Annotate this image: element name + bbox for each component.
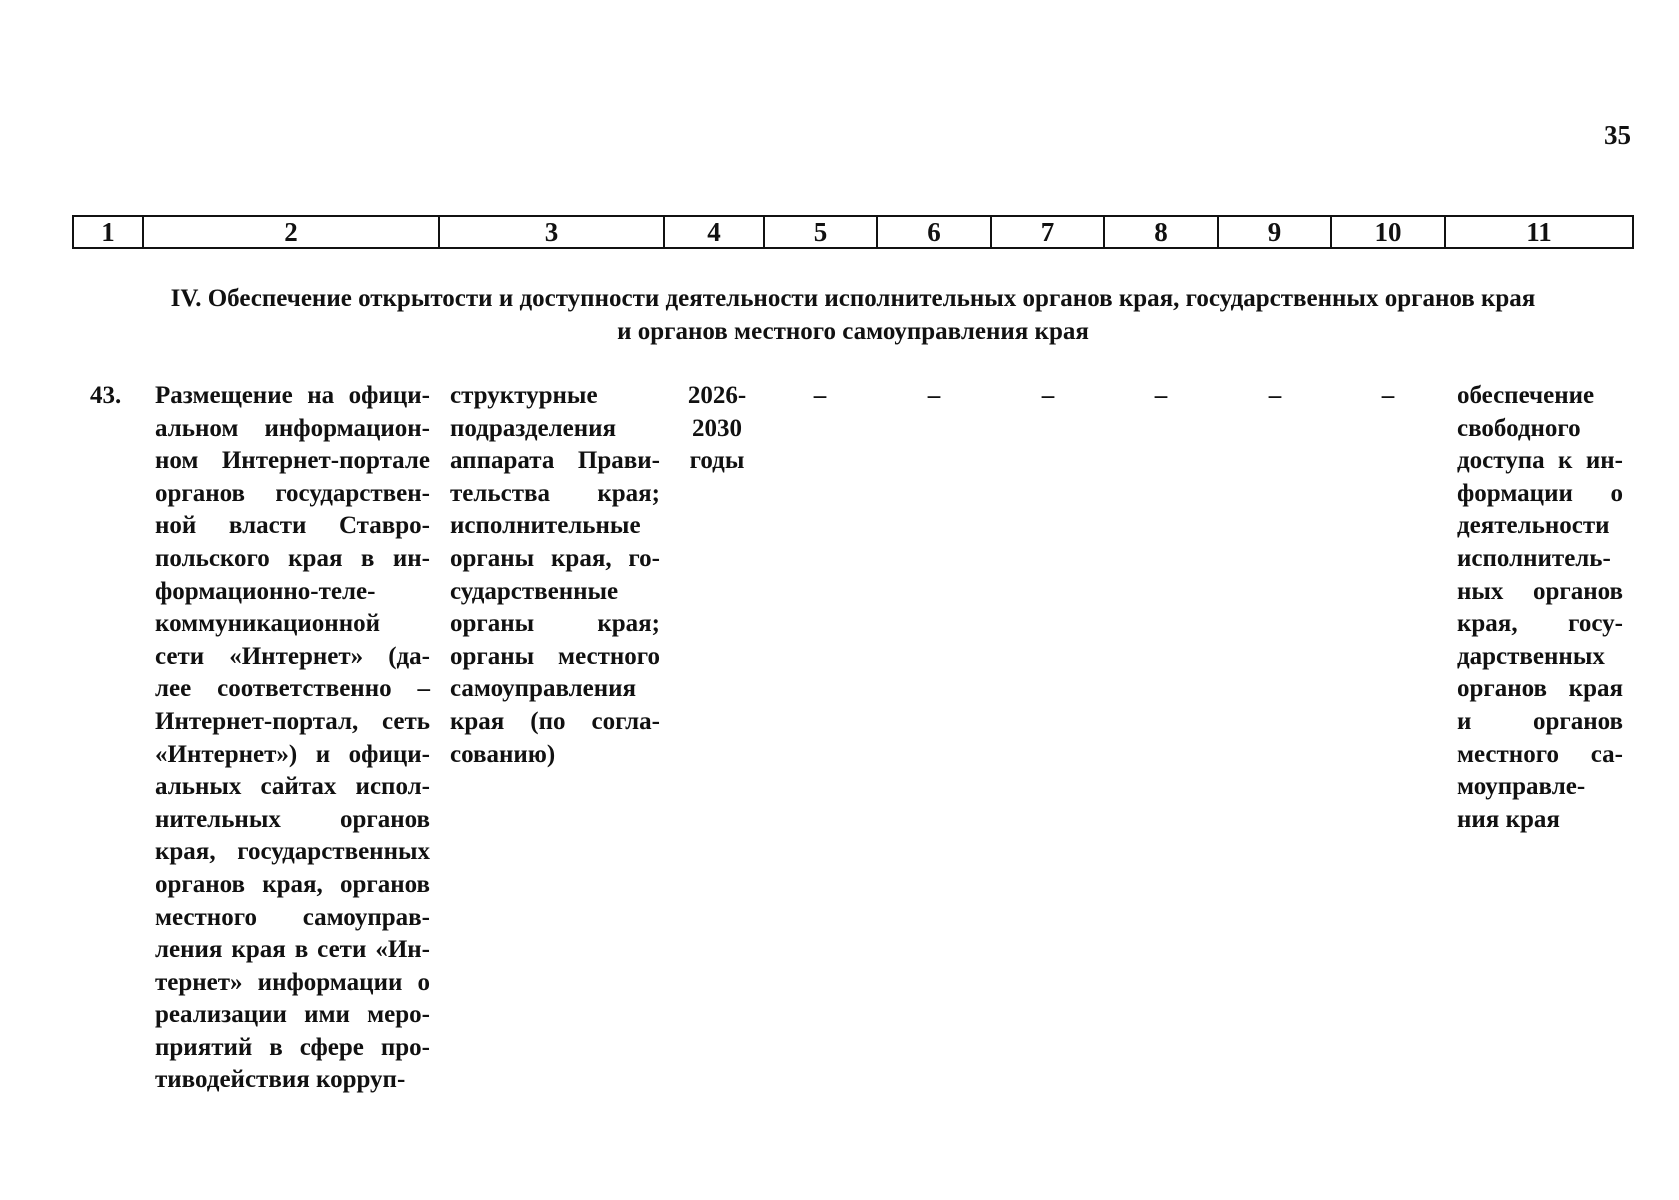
text-line: деятельности — [1457, 512, 1610, 540]
text-line: органов края — [1457, 675, 1623, 703]
text-line: и органов — [1457, 707, 1623, 735]
text-line: сударственные — [450, 577, 619, 605]
text-line: нительных органов — [155, 805, 430, 833]
text-line: аппарата Прави- — [450, 447, 660, 475]
page-number: 35 — [1604, 120, 1631, 150]
text-line: сованию) — [450, 740, 556, 768]
text-line: формации о — [1457, 479, 1623, 507]
text-line: коммуникационной — [155, 610, 381, 638]
text-line: органы края; — [450, 610, 660, 638]
text-line: исполнитель- — [1457, 544, 1611, 572]
text-line: ном Интернет-портале — [155, 447, 430, 475]
text-line: Интернет-портал, сеть — [155, 707, 430, 735]
text-line: тиводействия корруп- — [155, 1066, 406, 1094]
text-line: 2026- — [687, 382, 747, 409]
column-header-6: 6 — [878, 217, 992, 247]
column-header-10: 10 — [1332, 217, 1446, 247]
column-10-value: – — [1381, 382, 1395, 409]
text-line: сети «Интернет» (да- — [155, 642, 430, 670]
text-line: органов края, органов — [155, 870, 430, 898]
text-line: формационно-теле- — [155, 577, 376, 605]
text-line: 2030 — [692, 414, 742, 442]
text-line: края, государственных — [155, 838, 430, 866]
text-line: ления края в сети «Ин- — [155, 936, 430, 964]
column-header-5: 5 — [765, 217, 878, 247]
text-line: моуправле- — [1457, 773, 1586, 801]
column-header-2: 2 — [144, 217, 440, 247]
text-line: приятий в сфере про- — [155, 1033, 430, 1061]
event-description — [155, 380, 430, 1097]
column-header-7: 7 — [992, 217, 1105, 247]
column-header-11: 11 — [1526, 217, 1552, 247]
text-line: Размещение на офици- — [155, 382, 430, 409]
column-header-1: 1 — [74, 217, 144, 247]
column-header-4: 4 — [665, 217, 765, 247]
text-line: ния края — [1457, 805, 1560, 833]
text-line: годы — [689, 447, 745, 475]
executor — [450, 380, 660, 771]
text-line: органы местного — [450, 642, 660, 670]
text-line: свободного — [1457, 414, 1581, 442]
text-line: доступа к ин- — [1457, 447, 1623, 475]
text-line: обеспечение — [1457, 382, 1595, 409]
column-header-3: 3 — [440, 217, 665, 247]
text-line: органов государствен- — [155, 479, 430, 507]
text-line: лее соответственно – — [155, 675, 430, 703]
text-line: края, госу- — [1457, 610, 1623, 638]
text-line: «Интернет») и офици- — [155, 740, 430, 768]
text-line: местного самоуправ- — [155, 903, 430, 931]
implementation-period — [672, 380, 762, 478]
column-9-value: – — [1268, 382, 1282, 409]
column-number-header — [72, 215, 1634, 249]
column-8-value: – — [1154, 382, 1168, 409]
text-line: альных сайтах испол- — [155, 773, 430, 801]
text-line: края (по согла- — [450, 707, 660, 735]
text-line: самоуправления — [450, 675, 637, 703]
text-line: реализации ими меро- — [155, 1001, 430, 1029]
text-line: дарственных — [1457, 642, 1605, 670]
text-line: структурные — [450, 382, 598, 409]
text-line: тельства края; — [450, 479, 660, 507]
text-line: ных органов — [1457, 577, 1623, 605]
text-line: исполнительные — [450, 512, 641, 540]
column-header-8: 8 — [1105, 217, 1219, 247]
column-5-value: – — [813, 382, 827, 409]
text-line: органы края, го- — [450, 544, 660, 572]
column-7-value: – — [1041, 382, 1055, 409]
section-title — [72, 282, 1634, 348]
section-title-line-2: и органов местного самоуправления края — [617, 318, 1089, 345]
text-line: ной власти Ставро- — [155, 512, 430, 540]
text-line: местного са- — [1457, 740, 1623, 768]
text-line: альном информацион- — [155, 414, 430, 442]
section-title-line-1: IV. Обеспечение открытости и доступности деятельности исполнительных органов края, государственных органов края — [170, 285, 1536, 312]
text-line: тернет» информации о — [155, 968, 430, 996]
column-6-value: – — [927, 382, 941, 409]
expected-result — [1457, 380, 1623, 836]
column-header-9: 9 — [1219, 217, 1332, 247]
text-line: польского края в ин- — [155, 544, 430, 572]
row-number: 43. — [90, 382, 122, 409]
text-line: подразделения — [450, 414, 617, 442]
